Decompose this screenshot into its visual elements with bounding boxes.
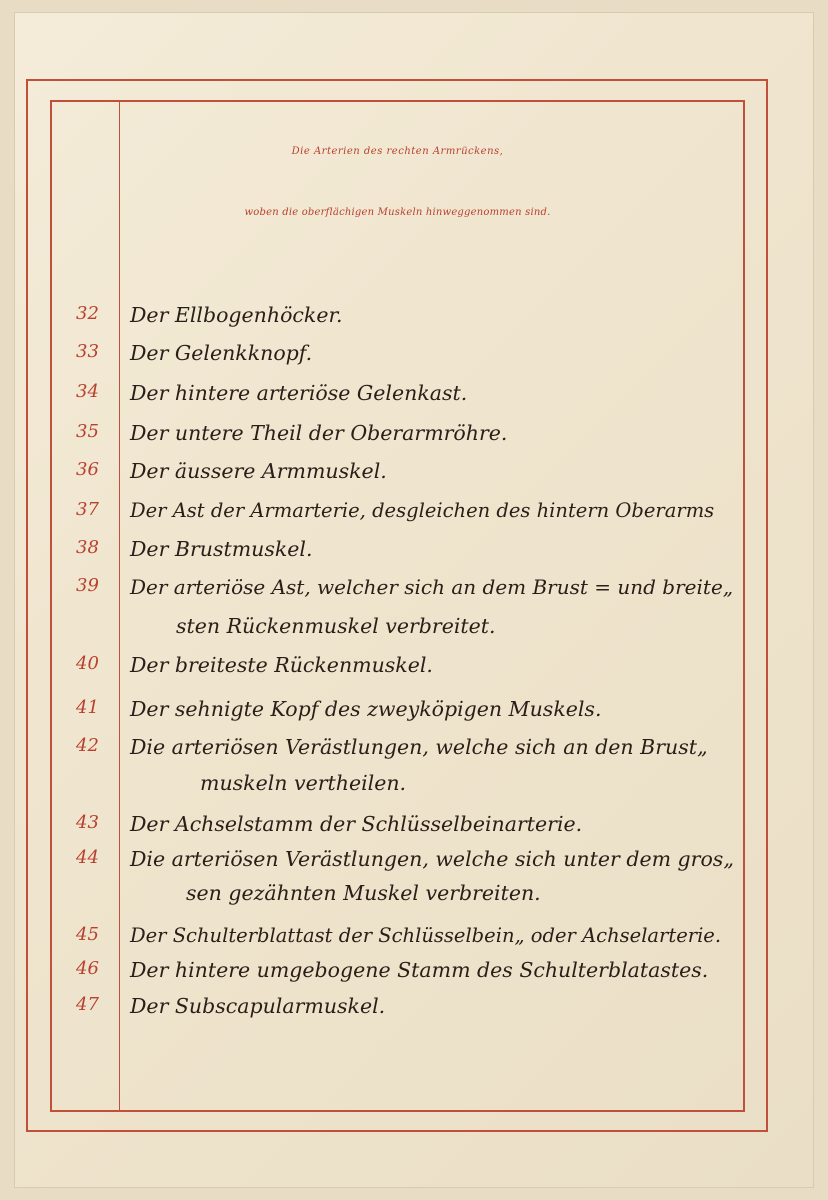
entry-text: Der Achselstamm der Schlüsselbeinarterie. xyxy=(130,812,583,836)
entry-number: 38 xyxy=(76,537,99,558)
entry-text: Der sehnigte Kopf des zweyköpigen Muskels. xyxy=(130,697,602,721)
entry-number: 45 xyxy=(76,924,99,945)
entry-text: Der Gelenkknopf. xyxy=(130,341,313,365)
entry-number: 33 xyxy=(76,341,99,362)
entry-text: Die arteriösen Verästlungen, welche sich unter dem gros„ xyxy=(130,847,734,871)
page-title: Die Arterien des rechten Armrückens, xyxy=(291,146,504,157)
entry-number: 46 xyxy=(76,958,99,979)
entry-text: Der Schulterblattast der Schlüsselbein„ oder Achselarterie. xyxy=(130,924,722,947)
entry-number: 43 xyxy=(76,812,99,833)
entry-text: Der hintere umgebogene Stamm des Schulterblatastes. xyxy=(130,958,709,982)
entry-number: 35 xyxy=(76,421,99,442)
entry-text: Der breiteste Rückenmuskel. xyxy=(130,653,433,677)
entry-number: 32 xyxy=(76,303,99,324)
entry-number: 36 xyxy=(76,459,99,480)
entry-text-continuation: sen gezähnten Muskel verbreiten. xyxy=(186,881,541,905)
entry-text: Die arteriösen Verästlungen, welche sich an den Brust„ xyxy=(130,735,708,759)
entry-text: Der Brustmuskel. xyxy=(130,537,313,561)
entry-text: Der Subscapularmuskel. xyxy=(130,994,386,1018)
entry-number: 37 xyxy=(76,499,99,520)
margin-rule xyxy=(119,100,120,1112)
page-subtitle: woben die oberflächigen Muskeln hinweggenommen sind. xyxy=(244,207,551,218)
entry-text: Der untere Theil der Oberarmröhre. xyxy=(130,421,508,445)
entry-text: Der hintere arteriöse Gelenkast. xyxy=(130,381,468,405)
entry-number: 34 xyxy=(76,381,99,402)
entry-text: Der Ast der Armarterie, desgleichen des hintern Oberarms xyxy=(130,499,715,522)
entry-text-continuation: sten Rückenmuskel verbreitet. xyxy=(176,614,496,638)
entry-text-continuation: muskeln vertheilen. xyxy=(200,771,407,795)
entry-text: Der Ellbogenhöcker. xyxy=(130,303,343,327)
entry-number: 40 xyxy=(76,653,99,674)
entry-number: 47 xyxy=(76,994,99,1015)
entry-number: 41 xyxy=(76,697,99,718)
entry-number: 44 xyxy=(76,847,99,868)
entry-number: 42 xyxy=(76,735,99,756)
entry-text: Der äussere Armmuskel. xyxy=(130,459,387,483)
entry-number: 39 xyxy=(76,575,99,596)
entry-text: Der arteriöse Ast, welcher sich an dem Brust = und breite„ xyxy=(130,575,734,599)
